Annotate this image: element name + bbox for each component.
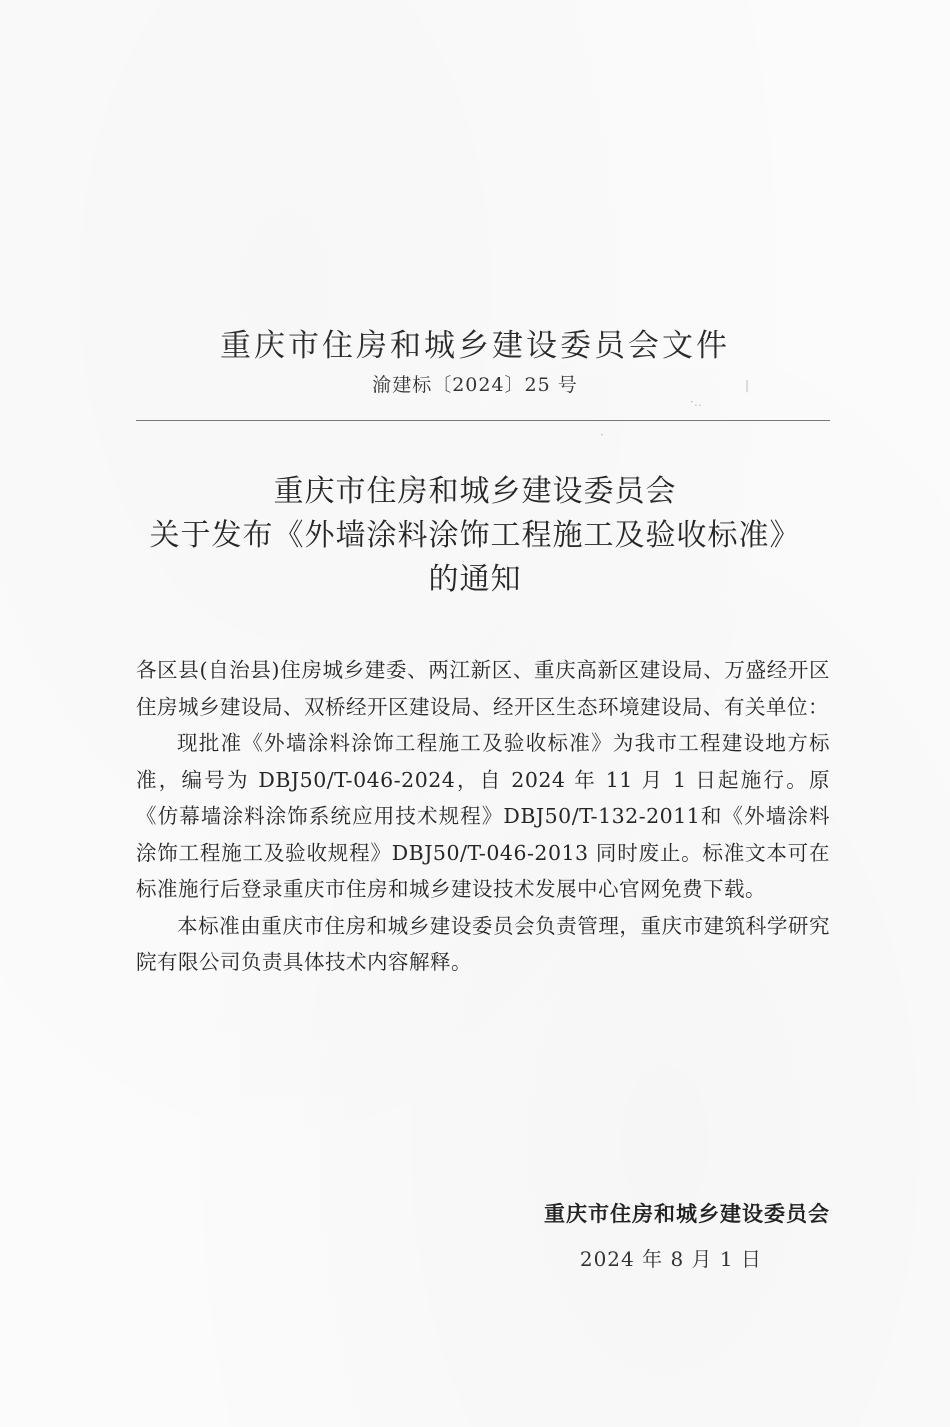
addressees: 各区县(自治县)住房城乡建委、两江新区、重庆高新区建设局、万盛经开区住房城乡建设局、双桥经开区建设局、经开区生态环境建设局、有关单位： — [136, 658, 830, 719]
issuer-header: 重庆市住房和城乡建设委员会文件 — [220, 328, 730, 364]
scan-speck: ·‥ — [690, 395, 702, 409]
signing-authority: 重庆市住房和城乡建设委员会 — [544, 1202, 830, 1226]
body-paragraph-1: 现批准《外墙涂料涂饰工程施工及验收标准》为我市工程建设地方标准，编号为 DBJ50/T-046-2024，自 2024 年 11 月 1 日起施行。原《仿幕墙涂料涂饰系统应用技术规程》DBJ50/T-132-2011和《外墙涂料涂饰工程施工及验收规程》DBJ50/T-046-2013 同时废止。标准文本可在标准施行后登录重庆市住房和城乡建设技术发展中心官网免费下载。 — [136, 731, 830, 901]
notice-body — [136, 652, 830, 981]
notice-title — [0, 470, 950, 602]
document-number: 渝建标〔2024〕25 号 — [372, 374, 578, 396]
scan-speck: · — [600, 428, 604, 442]
body-paragraph-2: 本标准由重庆市住房和城乡建设委员会负责管理，重庆市建筑科学研究院有限公司负责具体技术内容解释。 — [136, 913, 830, 974]
title-line-2: 关于发布《外墙涂料涂饰工程施工及验收标准》 — [149, 518, 801, 553]
scan-speck: | — [745, 378, 750, 392]
issue-date: 2024 年 8 月 1 日 — [579, 1247, 762, 1271]
header-divider — [136, 420, 830, 421]
title-line-3: 的通知 — [428, 562, 522, 597]
title-line-1: 重庆市住房和城乡建设委员会 — [273, 474, 677, 509]
